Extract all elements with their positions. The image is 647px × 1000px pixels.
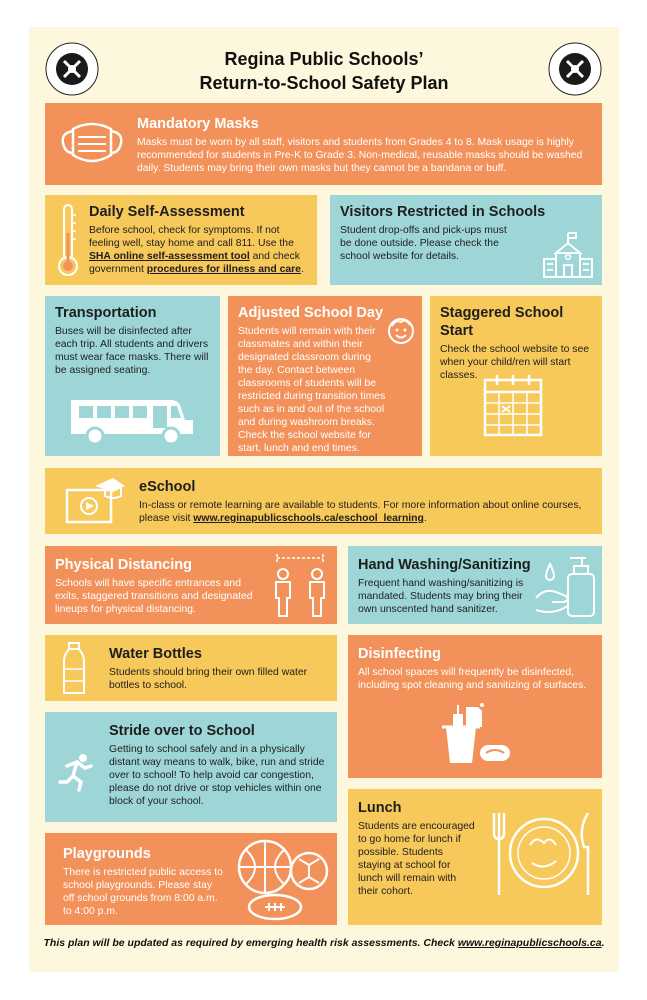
text-part: and check government	[89, 251, 300, 275]
running-person-icon	[57, 752, 97, 792]
card-text: Check the school website to see when your child/ren will start classes.	[440, 344, 590, 381]
text-part: .	[300, 264, 304, 275]
card-title: Daily Self-Assessment	[89, 204, 245, 220]
card-text: Masks must be worn by all staff, visitors and students from Grades 4 to 8. Mask usage is highly recommended for students in Pre-K to Grade 3. Non-medical, reusable masks should be washed daily. Students may bring their own masks but they cannot be a bandana or buff.	[137, 137, 583, 174]
card-title: Lunch	[358, 800, 402, 816]
card-text: There is restricted public access to school playgrounds. Please stay off school grounds from 8:00 a.m. to 4:00 p.m.	[63, 867, 223, 917]
school-bus-icon	[67, 394, 197, 446]
card-title: Hand Washing/Sanitizing	[358, 557, 531, 573]
text-part: .	[423, 513, 427, 524]
card-text: Student drop-offs and pick-ups must be done outside. Please check the school website for details.	[340, 225, 507, 262]
hand-sanitizer-icon	[534, 554, 598, 620]
card-text: Schools will have specific entrances and exits, staggered transitions and designated lineups for physical distancing.	[55, 578, 253, 615]
card-visitors-restricted	[330, 195, 602, 285]
sports-balls-icon	[229, 837, 333, 923]
card-adjusted-school-day	[228, 296, 422, 456]
card-title: Physical Distancing	[55, 557, 192, 573]
page-title	[130, 47, 518, 95]
footer-website-link[interactable]: www.reginapublicschools.ca	[457, 937, 602, 949]
distancing-people-icon	[269, 552, 333, 620]
water-bottle-icon	[61, 641, 87, 697]
footer-text-end: .	[601, 937, 605, 949]
card-text	[139, 499, 590, 525]
plate-cutlery-icon	[488, 805, 596, 901]
title-line-2: Return-to-School Safety Plan	[199, 73, 449, 93]
card-title: Adjusted School Day	[238, 305, 384, 321]
face-mask-icon	[59, 117, 125, 169]
card-playgrounds	[45, 833, 337, 925]
card-title: Staggered School Start	[440, 305, 564, 339]
card-hand-washing	[348, 546, 602, 624]
text-part: Before school, check for symptoms. If not feeling well, stay home and call 811. Use the	[89, 225, 294, 249]
school-logo-right-icon	[548, 42, 602, 96]
illness-procedures-link[interactable]: procedures for illness and care	[146, 264, 301, 275]
online-learning-icon	[61, 476, 127, 528]
card-physical-distancing	[45, 546, 337, 624]
card-text: Buses will be disinfected after each trip. All students and drivers must wear face masks. There will be assigned seating.	[55, 326, 209, 376]
card-text: Students will remain with their classmates and within their designated classroom during the day. Contact between classrooms of students will be restricted during transition times such as in and out of the school and during washroom breaks. Check the school website for start, lunch and end times.	[238, 326, 386, 454]
sha-self-assessment-link[interactable]: SHA online self-assessment tool	[89, 251, 250, 262]
card-text	[89, 224, 309, 276]
school-building-icon	[542, 229, 594, 281]
eschool-link[interactable]: www.reginapublicschools.ca/eschool_learning	[193, 513, 424, 524]
card-text: Frequent hand washing/sanitizing is mandated. Students may bring their own unscented hand sanitizer.	[358, 578, 524, 615]
card-title: Playgrounds	[63, 846, 151, 862]
card-title: eSchool	[139, 479, 196, 495]
card-disinfecting	[348, 635, 602, 778]
footer-note	[29, 937, 619, 949]
card-water-bottles	[45, 635, 337, 701]
text-part: In-class or remote learning are available to students. For more information about online courses, please visit	[139, 500, 582, 524]
card-text: All school spaces will frequently be disinfected, including spot cleaning and sanitizing of surfaces.	[358, 667, 587, 691]
card-title: Stride over to School	[109, 723, 255, 739]
card-title: Mandatory Masks	[137, 116, 259, 132]
thermometer-icon	[57, 203, 79, 277]
cleaning-supplies-icon	[436, 701, 516, 767]
card-daily-self-assessment	[45, 195, 317, 285]
card-transportation	[45, 296, 220, 456]
card-title: Visitors Restricted in Schools	[340, 204, 546, 220]
card-title: Disinfecting	[358, 646, 441, 662]
card-eschool	[45, 468, 602, 534]
card-text: Students should bring their own filled water bottles to school.	[109, 667, 308, 691]
child-face-icon	[386, 316, 416, 346]
footer-text: This plan will be updated as required by emerging health risk assessments. Check	[43, 937, 458, 949]
school-logo-left-icon	[45, 42, 99, 96]
card-lunch	[348, 789, 602, 925]
card-stride-over	[45, 712, 337, 822]
card-mandatory-masks	[45, 103, 602, 185]
calendar-icon	[482, 372, 544, 438]
card-text: Students are encouraged to go home for lunch if possible. Students staying at school for lunch will remain with their cohort.	[358, 821, 475, 897]
title-line-1: Regina Public Schools’	[224, 49, 424, 69]
card-text: Getting to school safely and in a physically distant way means to walk, bike, run and stride over to school! To help avoid car congestion, please do not drive or stop vehicles within one block of your school.	[109, 744, 325, 807]
card-staggered-start	[430, 296, 602, 456]
card-title: Transportation	[55, 305, 157, 321]
card-title: Water Bottles	[109, 646, 202, 662]
